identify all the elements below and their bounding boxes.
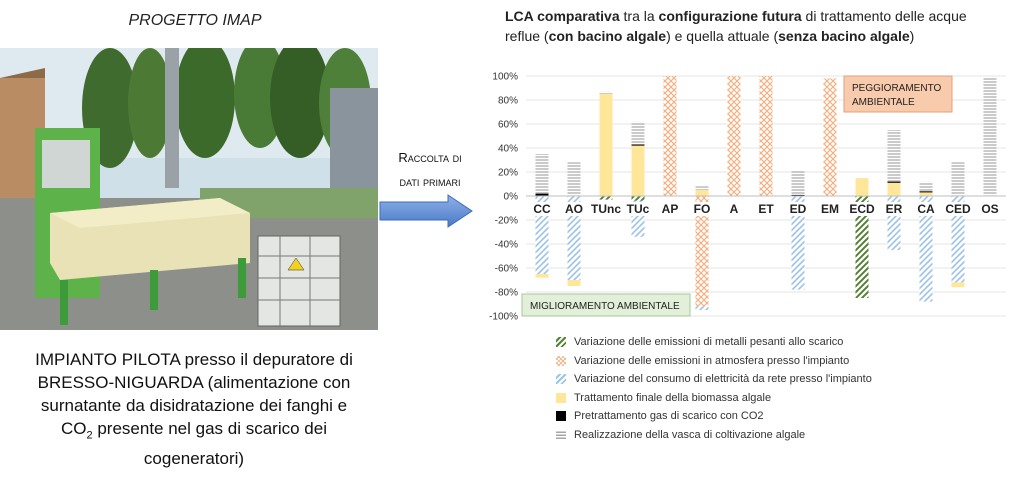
category-label: OS: [981, 202, 999, 216]
y-tick-label: 20%: [497, 167, 518, 179]
chart-legend: [556, 333, 956, 444]
bar-segment: [920, 182, 933, 192]
label-initial: R: [398, 150, 408, 165]
legend-item: [556, 389, 956, 408]
pilot-plant-illustration: [0, 48, 378, 330]
legend-swatch: [556, 411, 566, 421]
legend-label: Variazione delle emissioni in atmosfera presso l'impianto: [574, 354, 850, 367]
legend-swatch: [556, 356, 566, 366]
bar-segment: [952, 162, 965, 196]
bar-segment: [568, 280, 581, 286]
y-tick-label: 0%: [503, 191, 518, 203]
category-label: A: [729, 202, 739, 216]
title-part: configurazione futura: [658, 8, 802, 24]
lca-bar-chart: [476, 60, 1016, 330]
label-rest: accolta di: [407, 150, 462, 165]
legend-swatch: [556, 430, 566, 440]
bar-segment: [760, 76, 773, 196]
category-label: TUnc: [591, 202, 621, 216]
bar-segment: [856, 178, 869, 196]
bar-segment: [632, 196, 645, 201]
pilot-plant-caption: [8, 348, 380, 470]
title-part: tra la: [619, 8, 659, 24]
bar-segment: [920, 192, 933, 196]
y-tick-label: 60%: [497, 119, 518, 131]
bar-segment: [984, 77, 997, 196]
title-part: reflue (: [505, 28, 549, 44]
legend-item: [556, 407, 956, 426]
worse-annotation-line: AMBIENTALE: [852, 97, 915, 108]
legend-label: Pretrattamento gas di scarico con CO2: [574, 410, 764, 423]
legend-swatch: [556, 393, 566, 403]
bar-segment: [600, 92, 613, 94]
y-tick-label: 40%: [497, 143, 518, 155]
category-label: ED: [789, 202, 807, 216]
data-collection-label: [380, 146, 480, 194]
title-part: con bacino algale: [548, 28, 667, 44]
legend-label: Realizzazione della vasca di coltivazione algale: [574, 428, 806, 441]
category-label: AO: [565, 202, 583, 216]
caption-line: surnatante da disidratazione dei fanghi e: [40, 396, 348, 415]
worse-annotation-line: PEGGIORAMENTO: [852, 83, 942, 94]
label-line2: dati primari: [399, 174, 461, 189]
category-label: EM: [821, 202, 839, 216]
title-part: di trattamento delle acque: [801, 8, 967, 24]
pilot-plant-photo: [0, 48, 378, 330]
bar-segment: [632, 122, 645, 145]
y-tick-label: -100%: [489, 311, 518, 323]
y-tick-label: 100%: [492, 71, 518, 83]
legend-label: Trattamento finale della biomassa algale: [574, 391, 772, 404]
legend-label: Variazione del consumo di elettricità da rete presso l'impianto: [574, 373, 872, 386]
caption-subscript: 2: [86, 429, 93, 442]
legend-item: [556, 352, 956, 371]
bar-segment: [696, 186, 709, 190]
y-tick-label: -60%: [494, 263, 518, 275]
category-label: ET: [758, 202, 774, 216]
right-arrow-icon: [378, 194, 474, 228]
legend-item: [556, 333, 956, 352]
category-label: TUc: [626, 202, 650, 216]
bar-segment: [536, 154, 549, 194]
bar-segment: [696, 190, 709, 196]
category-label: ECD: [849, 202, 875, 216]
bar-segment: [600, 94, 613, 196]
caption-line: BRESSO-NIGUARDA (alimentazione con: [37, 373, 351, 392]
bar-segment: [824, 78, 837, 196]
y-tick-label: -20%: [494, 215, 518, 227]
caption-co: CO: [61, 419, 87, 438]
legend-item: [556, 370, 956, 389]
y-tick-label: 80%: [497, 95, 518, 107]
category-label: CA: [917, 202, 935, 216]
caption-line: [8, 417, 380, 447]
legend-label: Variazione delle emissioni di metalli pesanti allo scarico: [574, 336, 844, 349]
bar-segment: [632, 146, 645, 196]
project-title: PROGETTO IMAP: [128, 12, 262, 29]
title-part: ): [909, 28, 915, 44]
bar-segment: [568, 162, 581, 196]
bar-segment: [600, 196, 613, 200]
category-label: CED: [945, 202, 971, 216]
title-part: ) e quella attuale (: [666, 28, 779, 44]
bar-segment: [888, 130, 901, 182]
y-tick-label: -40%: [494, 239, 518, 251]
bar-segment: [728, 76, 741, 196]
bar-segment: [664, 76, 677, 196]
bar-segment: [952, 282, 965, 287]
caption-rest: presente nel gas di scarico dei: [92, 419, 327, 438]
y-tick-label: -80%: [494, 287, 518, 299]
legend-swatch: [556, 337, 566, 347]
title-part: senza bacino algale: [778, 28, 910, 44]
category-label: FO: [693, 202, 711, 216]
caption-line: IMPIANTO PILOTA presso il depuratore di: [35, 350, 353, 369]
bar-segment: [536, 274, 549, 278]
category-label: ER: [885, 202, 903, 216]
bar-segment: [888, 182, 901, 183]
legend-item: [556, 426, 956, 445]
bar-segment: [888, 183, 901, 196]
category-label: CC: [533, 202, 551, 216]
bar-segment: [920, 191, 933, 192]
bar-segment: [696, 306, 709, 310]
better-annotation-text: MIGLIORAMENTO AMBIENTALE: [530, 301, 680, 312]
chart-title: [505, 6, 1015, 46]
title-part: LCA comparativa: [505, 8, 620, 24]
category-label: AP: [661, 202, 679, 216]
bar-segment: [792, 171, 805, 195]
caption-line: cogeneratori): [143, 449, 245, 469]
legend-swatch: [556, 374, 566, 384]
bar-segment: [632, 144, 645, 145]
